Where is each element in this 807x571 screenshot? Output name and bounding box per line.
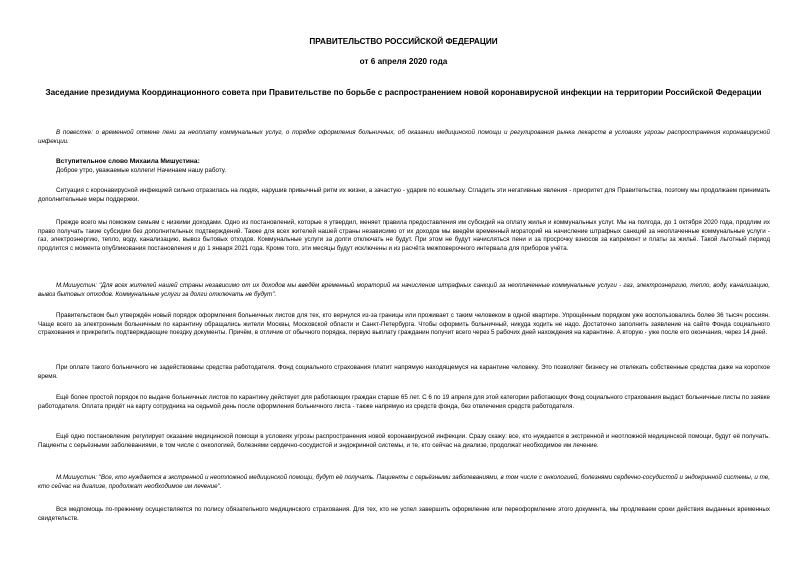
document-date: от 6 апреля 2020 года bbox=[359, 57, 448, 66]
paragraph-low-income-families: Прежде всего мы поможем семьям с низкими доходами. Одно из постановлений, которые я утвердил, меняет правила предоставления им субсидий на оплату жилья и коммунальных услуг. Мы на полгода, до 1 октября 2020 года, продлим их право получать такие субсидии без дополнительных подтверждений. Также для всех жителей нашей страны независимо от их доходов мы введём временный мораторий на начисление штрафных санкций за неоплаченные коммунальные услуги - газ, электроэнергию, тепло, воду, канализацию, вывоз бытовых отходов. Коммунальные услуги за долги отключать не будут. При этом не будут начисляться пени и за просрочку взносов за капремонт и платы за жильё. Такой льготный период продлится с момента опубликования постановления и до 1 января 2021 года. Кроме того, эти месяцы будут исключены и из расчёта межповерочного интервала для приборов учёта. bbox=[38, 219, 770, 252]
quote-utilities: М.Мишустин: "Для всех жителей нашей страны независимо от их доходов мы введём временный мораторий на начисление штрафных санкций за неоплаченные коммунальные услуги - газ, электроэнергию, тепло, воду, канализацию, вывоз бытовых отходов. Коммунальные услуги за долги отключать не будут". bbox=[38, 282, 770, 298]
greeting-line: Доброе утро, уважаемые коллеги! Начинаем нашу работу. bbox=[56, 167, 226, 174]
organization-heading: ПРАВИТЕЛЬСТВО РОССИЙСКОЙ ФЕДЕРАЦИИ bbox=[309, 37, 498, 46]
quote-medical-care: М.Мишустин: "Все, кто нуждается в экстренной и неотложной медицинской помощи, будут её получать. Пациенты с серьёзными заболеваниями, в том числе с онкологией, болезнями сердечно-сосудистой и эндокринной системы, и те, кто сейчас на диализе, продолжат необходимое им лечение". bbox=[38, 474, 770, 490]
paragraph-sick-leave-payment: При оплате такого больничного не задействованы средства работодателя. Фонд социального страхования платит напрямую находящемуся на карантине человеку. Это позволяет бизнесу не отвлекать собственные средства даже на короткое время. bbox=[38, 364, 770, 380]
paragraph-sick-leave: Правительством был утверждён новый порядок оформления больничных листов для тех, кто вернулся из-за границы или проживает с таким человеком в одной квартире. Упрощённым порядком уже воспользовались более 36 тысяч россиян. Чаще всего за электронным больничным по карантину обращались жители Москвы, Московской области и Санкт-Петербурга. Чтобы оформить больничный, никуда ходить не надо. Достаточно заполнить заявление на сайте Фонда социального страхования и прикрепить подтверждающие поездку документы. Причём, в отличие от обычного порядка, первую выплату гражданин получит всего через 5 рабочих дней нахождения на карантине. А вторую - уже после его окончания, через 14 дней. bbox=[38, 312, 770, 337]
agenda-paragraph: В повестке: о временной отмене пени за неоплату коммунальных услуг, о порядке оформления больничных, об оказании медицинской помощи и регулирования рынка лекарств в условиях угрозы распространения коронавирусной инфекции. bbox=[38, 129, 770, 145]
paragraph-over-65: Ещё более простой порядок по выдаче больничных листов по карантину действует для работающих граждан старше 65 лет. С 6 по 19 апреля для этой категории работающих Фонд социального страхования выдаст больничные листы по заявке работодателя. Оплата придёт на карту сотрудника на седьмой день после оформления больничного листа - также напрямую из средств фонда, без отвлечения средств работодателя. bbox=[38, 394, 770, 410]
meeting-title: Заседание президиума Координационного совета при Правительстве по борьбе с распространением новой коронавирусной инфекции на территории Российской Федерации bbox=[45, 88, 762, 97]
speech-title: Вступительное слово Михаила Мишустина: bbox=[56, 158, 200, 165]
paragraph-situation: Ситуация с коронавирусной инфекцией сильно отразилась на людях, нарушив привычный ритм их жизни, а зачастую - ударив по кошельку. Сгладить эти негативные явления - приоритет для Правительства, поэтому мы продолжаем принимать дополнительные меры поддержки. bbox=[38, 187, 770, 203]
paragraph-insurance: Вся медпомощь по-прежнему осуществляется по полису обязательного медицинского страхования. Для тех, кто не успел завершить оформление или переоформление этого документа, мы продлеваем сроки действия выданных временных свидетельств. bbox=[38, 506, 770, 522]
paragraph-medical-care: Ещё одно постановление регулирует оказание медицинской помощи в условиях угрозы распространения новой коронавирусной инфекции. Сразу скажу: все, кто нуждается в экстренной и неотложной медицинской помощи, будут её получать. Пациенты с серьёзными заболеваниями, в том числе с онкологией, болезнями сердечно-сосудистой и эндокринной системы, и те, кто сейчас на диализе, продолжат необходимое им лечение. bbox=[38, 433, 770, 449]
